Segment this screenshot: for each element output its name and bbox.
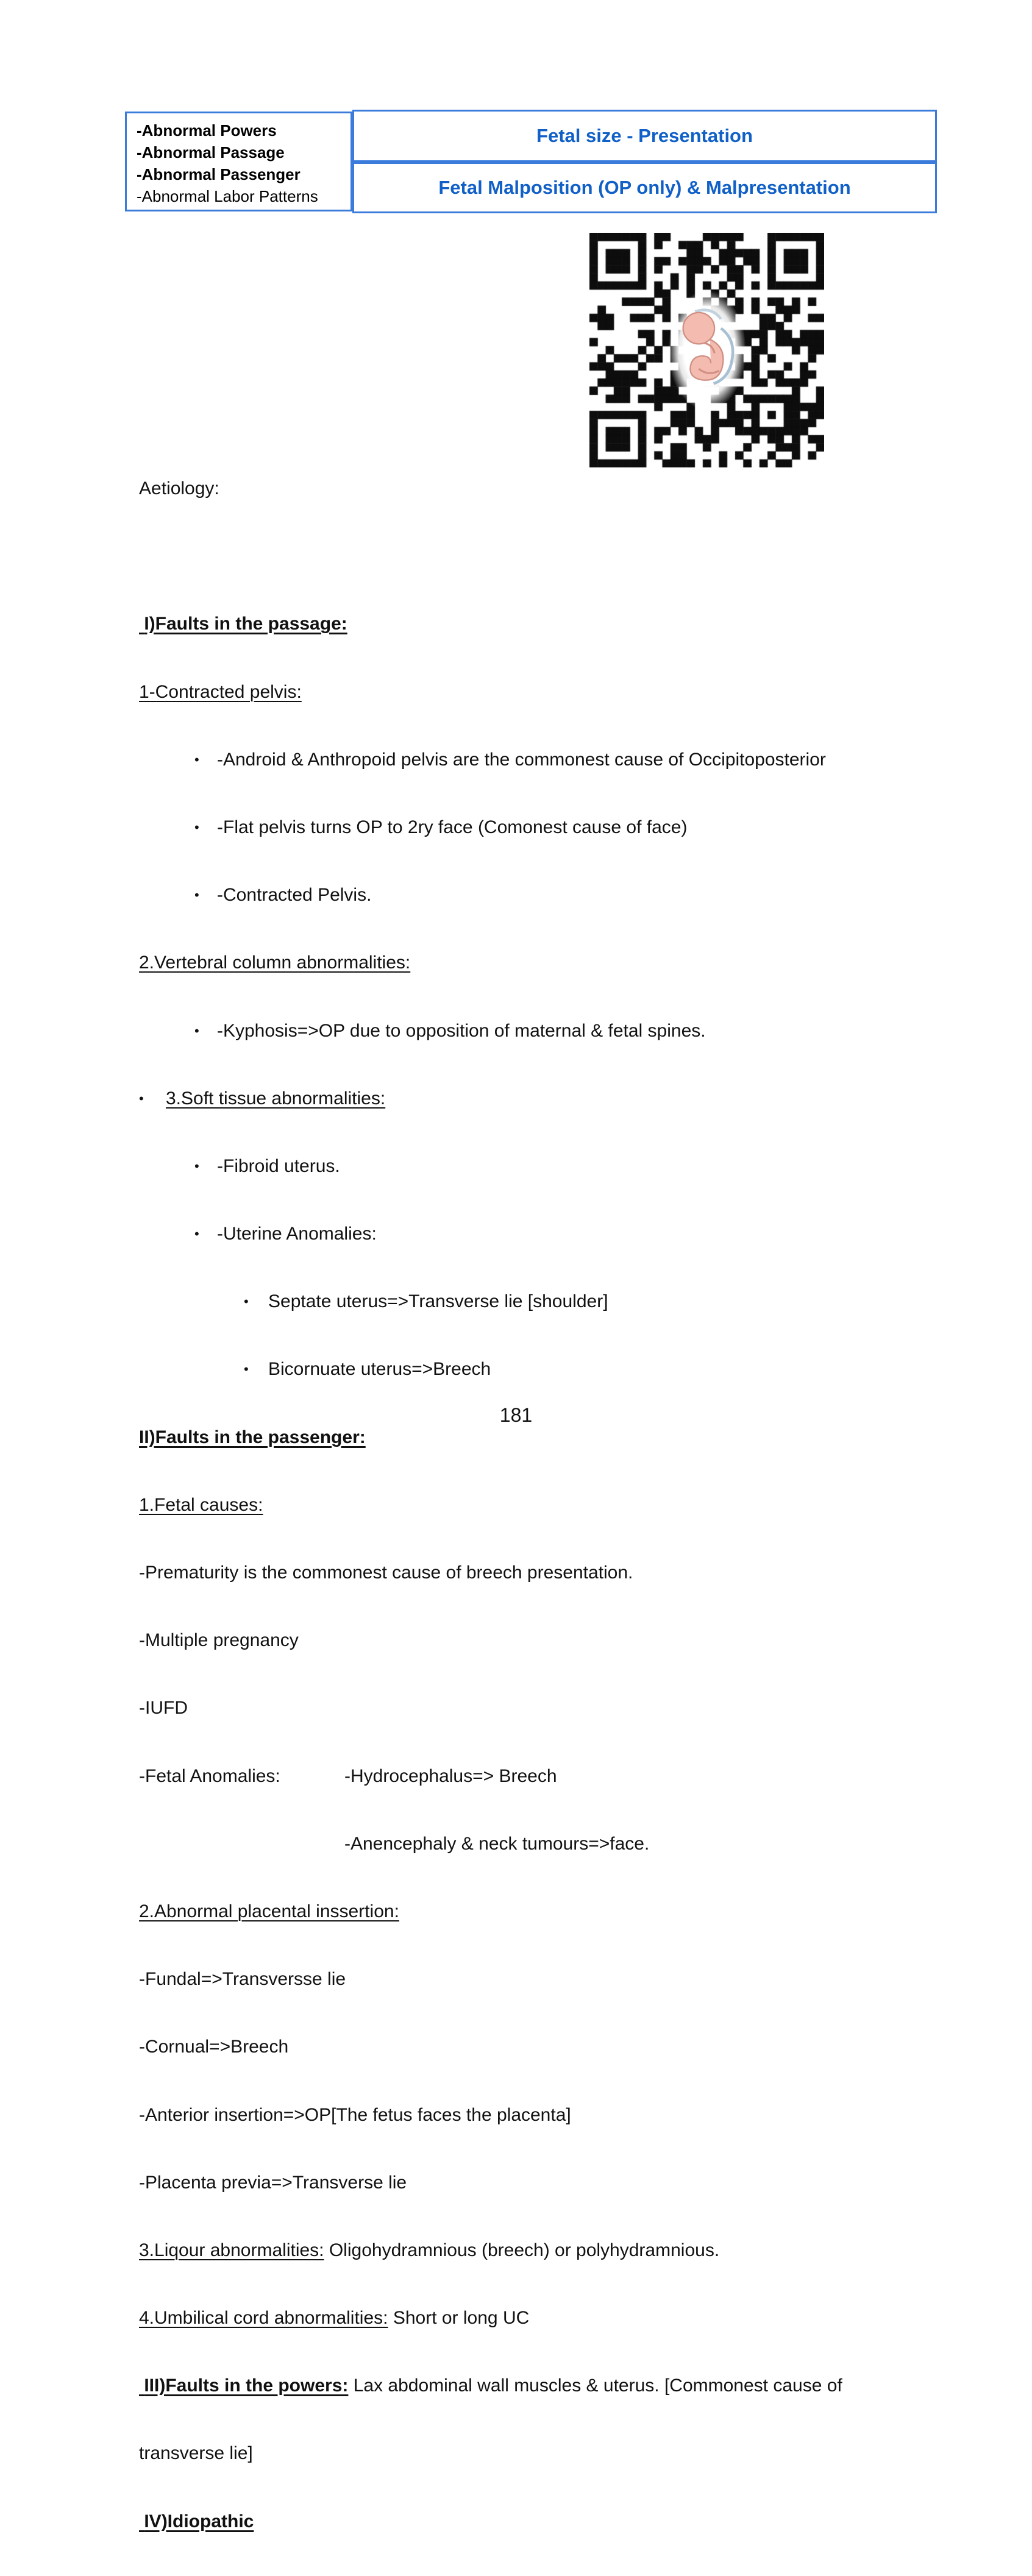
sub-heading: 3.Soft tissue abnormalities:: [166, 1088, 386, 1109]
list-item: [139, 747, 992, 773]
bullet-icon: •: [194, 751, 199, 767]
list-item-text: -Uterine Anomalies:: [217, 1224, 377, 1244]
fetus-image: [668, 290, 746, 411]
header-left-line: -Abnormal Passenger: [137, 165, 301, 183]
list-item: [139, 1085, 992, 1112]
list-item: [139, 882, 992, 908]
bullet-icon: •: [194, 887, 199, 903]
bullet-icon: •: [194, 819, 199, 835]
page-number: 181: [499, 1404, 533, 1426]
bullet-icon: •: [244, 1361, 249, 1377]
list-item-text: -Contracted Pelvis.: [217, 885, 372, 906]
bullet-icon: •: [194, 1158, 199, 1174]
text-line: -Anencephaly & neck tumours=>face.: [344, 1833, 650, 1854]
header-subtitle-box: [352, 162, 937, 213]
text-line: [139, 2305, 992, 2331]
list-item: [139, 1153, 992, 1179]
list-item-text: -Kyphosis=>OP due to opposition of maternal & fetal spines.: [217, 1020, 706, 1041]
section-heading: III)Faults in the powers:: [139, 2376, 349, 2396]
section-heading: II)Faults in the passenger:: [139, 1427, 366, 1447]
content-area: [139, 434, 992, 2576]
text-line: Aetiology:: [139, 478, 219, 499]
list-item-text: -Fibroid uterus.: [217, 1155, 340, 1176]
page-title: Fetal size - Presentation: [536, 125, 753, 146]
bullet-icon: •: [244, 1294, 249, 1310]
text-line: -Prematurity is the commonest cause of breech presentation.: [139, 1563, 633, 1583]
header-left-line: -Abnormal Labor Patterns: [137, 187, 318, 205]
text-value: Short or long UC: [388, 2308, 530, 2329]
sub-heading: 1.Fetal causes:: [139, 1494, 263, 1515]
list-item: [139, 1288, 992, 1315]
text-value: Oligohydramnious (breech) or polyhydramnious.: [324, 2240, 720, 2260]
header-left-line: -Abnormal Powers: [137, 121, 277, 140]
text-line: -IUFD: [139, 1698, 188, 1719]
bullet-icon: •: [139, 1090, 144, 1106]
text-value: Lax abdominal wall muscles & uterus. [Commonest cause of: [348, 2376, 842, 2396]
header-title-box: [352, 110, 937, 162]
text-line: [139, 2237, 992, 2263]
list-item: [139, 814, 992, 840]
list-item-text: Septate uterus=>Transverse lie [shoulder]: [268, 1291, 608, 1312]
list-item-text: Bicornuate uterus=>Breech: [268, 1359, 491, 1380]
bullet-icon: •: [194, 1023, 199, 1038]
section-heading: IV)Idiopathic: [139, 2511, 254, 2532]
header-left-box: [125, 112, 352, 211]
section-heading: I)Faults in the passage:: [139, 614, 347, 634]
text-line: -Fundal=>Transversse lie: [139, 1969, 346, 1990]
list-item-text: -Android & Anthropoid pelvis are the commonest cause of Occipitoposterior: [217, 749, 826, 770]
text-label: -Fetal Anomalies:: [139, 1765, 280, 1786]
sub-heading: 3.Liqour abnormalities:: [139, 2240, 324, 2260]
text-line: -Placenta previa=>Transverse lie: [139, 2172, 407, 2193]
sub-heading: 4.Umbilical cord abnormalities:: [139, 2308, 388, 2329]
sub-heading: 2.Vertebral column abnormalities:: [139, 953, 411, 973]
sub-heading: 2.Abnormal placental inssertion:: [139, 1901, 399, 1921]
page-subtitle: Fetal Malposition (OP only) & Malpresentation: [438, 177, 851, 198]
text-line: transverse lie]: [139, 2443, 253, 2464]
list-item: [139, 1221, 992, 1247]
text-line: [139, 1763, 992, 1789]
sub-heading: 1-Contracted pelvis:: [139, 681, 302, 702]
text-line: -Anterior insertion=>OP[The fetus faces the placenta]: [139, 2104, 571, 2125]
list-item-text: -Flat pelvis turns OP to 2ry face (Comonest cause of face): [217, 817, 688, 837]
text-line: [139, 2372, 992, 2399]
qr-code: [589, 233, 824, 467]
blank-line: [139, 543, 992, 569]
bullet-icon: •: [194, 1226, 199, 1242]
header-left-line: -Abnormal Passage: [137, 143, 285, 161]
list-item: [139, 1356, 992, 1382]
text-value: -Hydrocephalus=> Breech: [344, 1765, 557, 1786]
text-line: -Multiple pregnancy: [139, 1630, 299, 1651]
text-line: -Cornual=>Breech: [139, 2037, 289, 2057]
list-item: [139, 1018, 992, 1044]
fetus-icon: [677, 304, 738, 397]
